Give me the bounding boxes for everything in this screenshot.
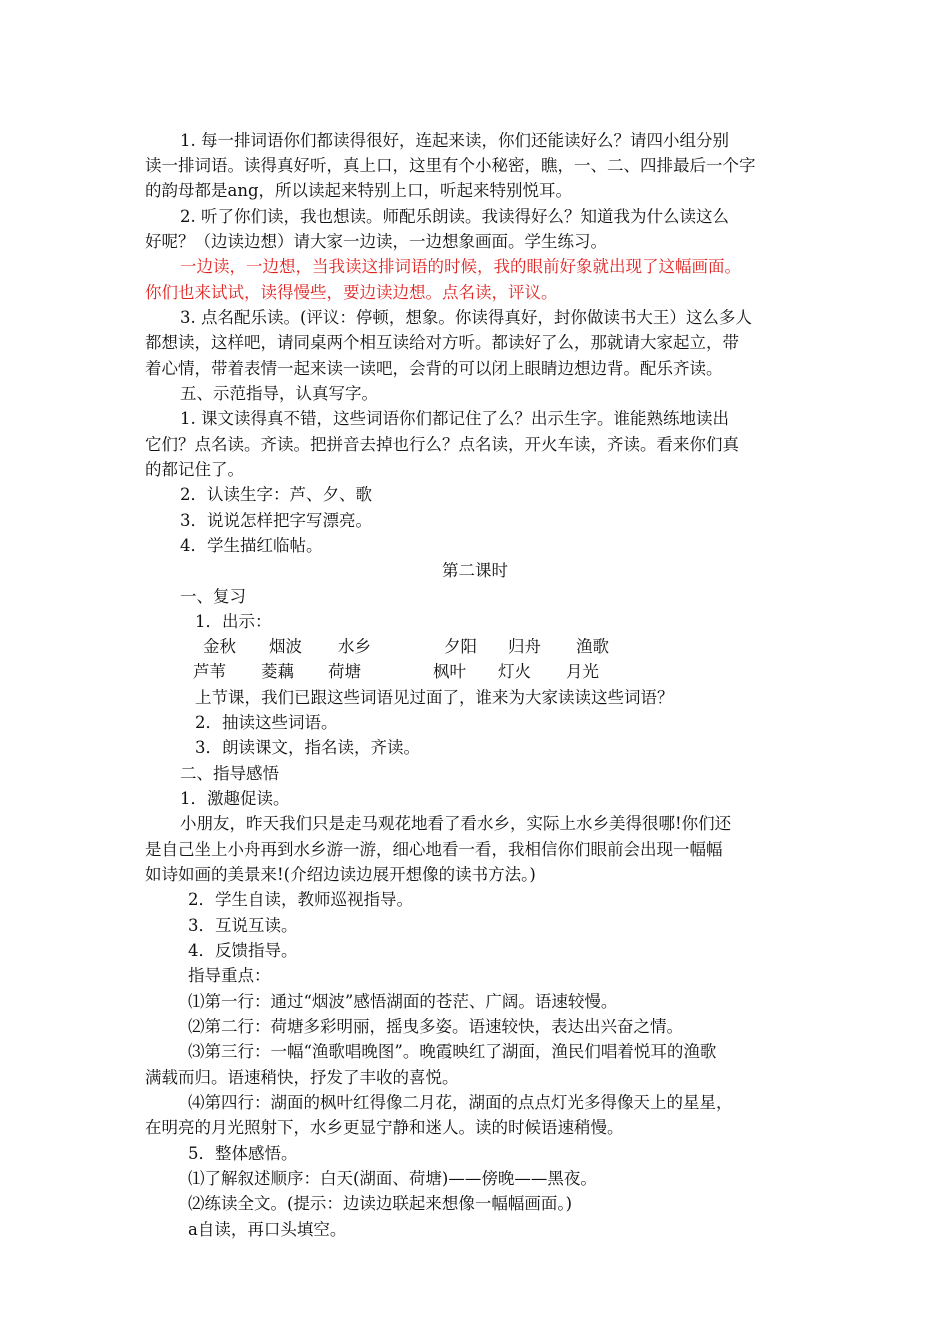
paragraph-line: a自读，再口头填空。 (188, 1220, 347, 1239)
paragraph-line: 上节课，我们已跟这些词语见过面了，谁来为大家读读这些词语？ (195, 688, 674, 707)
word-row-2 (0, 659, 950, 684)
paragraph-line: 它们？点名读。齐读。把拼音去掉也行么？点名读，开火车读，齐读。看来你们真 (145, 435, 739, 454)
lesson-title: 第二课时 (442, 561, 508, 580)
paragraph-line: 3．互说互读。 (188, 916, 298, 935)
paragraph-line: 2．学生自读，教师巡视指导。 (188, 890, 413, 909)
word-item: 月光 (566, 662, 599, 681)
section-heading: 五、示范指导，认真写字。 (180, 384, 378, 403)
paragraph-line: 3．说说怎样把字写漂亮。 (180, 511, 372, 530)
paragraph-line: 好呢？（边读边想）请大家一边读，一边想象画面。学生练习。 (145, 232, 607, 251)
word-item: 归舟 (508, 637, 541, 656)
paragraph-line: 3．朗读课文，指名读，齐读。 (195, 738, 420, 757)
word-item: 渔歌 (576, 637, 609, 656)
paragraph-line: 2．抽读这些词语。 (195, 713, 338, 732)
paragraph-line: 1．出示： (195, 612, 272, 631)
paragraph-line: 4．反馈指导。 (188, 941, 298, 960)
paragraph-line: 4．学生描红临帖。 (180, 536, 323, 555)
paragraph-line: 1．激趣促读。 (180, 789, 290, 808)
paragraph-line: 指导重点： (188, 966, 271, 985)
word-item: 水乡 (338, 637, 371, 656)
paragraph-line: 的都记住了。 (145, 460, 244, 479)
word-item: 夕阳 (444, 637, 477, 656)
paragraph-line: ⑷第四行：湖面的枫叶红得像二月花，湖面的点点灯光多得像天上的星星， (188, 1093, 733, 1112)
word-item: 金秋 (203, 637, 236, 656)
paragraph-line: ⑴了解叙述顺序：白天(湖面、荷塘)——傍晚——黑夜。 (188, 1169, 597, 1188)
section-heading: 一、复习 (180, 587, 246, 606)
paragraph-line: ⑵第二行：荷塘多彩明丽，摇曳多姿。语速较快，表达出兴奋之情。 (188, 1017, 683, 1036)
paragraph-line: ⑴第一行：通过“烟波”感悟湖面的苍茫、广阔。语速较慢。 (188, 992, 618, 1011)
paragraph-line: 2. 听了你们读，我也想读。师配乐朗读。我读得好么？知道我为什么读这么 (180, 207, 729, 226)
highlighted-line: 一边读，一边想，当我读这排词语的时候，我的眼前好象就出现了这幅画面。 (180, 257, 741, 276)
paragraph-line: 在明亮的月光照射下，水乡更显宁静和迷人。读的时候语速稍慢。 (145, 1118, 624, 1137)
word-item: 荷塘 (328, 662, 361, 681)
paragraph-line: 的韵母都是ang，所以读起来特别上口，听起来特别悦耳。 (145, 181, 573, 200)
word-item: 枫叶 (433, 662, 466, 681)
paragraph-line: ⑵练读全文。(提示：边读边联起来想像一幅幅画面。) (188, 1194, 573, 1213)
word-item: 芦苇 (193, 662, 226, 681)
word-item: 灯火 (498, 662, 531, 681)
paragraph-line: 如诗如画的美景来!(介绍边读边展开想像的读书方法。) (145, 865, 536, 884)
section-heading: 二、指导感悟 (180, 764, 279, 783)
paragraph-line: 着心情，带着表情一起来读一读吧，会背的可以闭上眼睛边想边背。配乐齐读。 (145, 359, 723, 378)
paragraph-line: 1. 课文读得真不错，这些词语你们都记住了么？出示生字。谁能熟练地读出 (180, 409, 729, 428)
word-item: 菱藕 (261, 662, 294, 681)
paragraph-line: 1. 每一排词语你们都读得很好，连起来读，你们还能读好么？请四小组分别 (180, 131, 729, 150)
highlighted-line: 你们也来试试，读得慢些，要边读边想。点名读，评议。 (145, 283, 558, 302)
paragraph-line: 5．整体感悟。 (188, 1144, 298, 1163)
paragraph-line: ⑶第三行：一幅“渔歌唱晚图”。晚霞映红了湖面，渔民们唱着悦耳的渔歌 (188, 1042, 717, 1061)
paragraph-line: 2．认读生字：芦、夕、歌 (180, 485, 372, 504)
paragraph-line: 小朋友，昨天我们只是走马观花地看了看水乡，实际上水乡美得很哪!你们还 (180, 814, 732, 833)
word-row-1 (0, 634, 950, 659)
paragraph-line: 满载而归。语速稍快，抒发了丰收的喜悦。 (145, 1068, 459, 1087)
paragraph-line: 是自己坐上小舟再到水乡游一游，细心地看一看，我相信你们眼前会出现一幅幅 (145, 840, 723, 859)
paragraph-line: 读一排词语。读得真好听，真上口，这里有个小秘密，瞧，一、二、四排最后一个字 (145, 156, 756, 175)
paragraph-line: 3. 点名配乐读。(评议：停顿，想象。你读得真好，封你做读书大王）这么多人 (180, 308, 752, 327)
paragraph-line: 都想读，这样吧，请同桌两个相互读给对方听。都读好了么，那就请大家起立，带 (145, 333, 739, 352)
word-item: 烟波 (269, 637, 302, 656)
